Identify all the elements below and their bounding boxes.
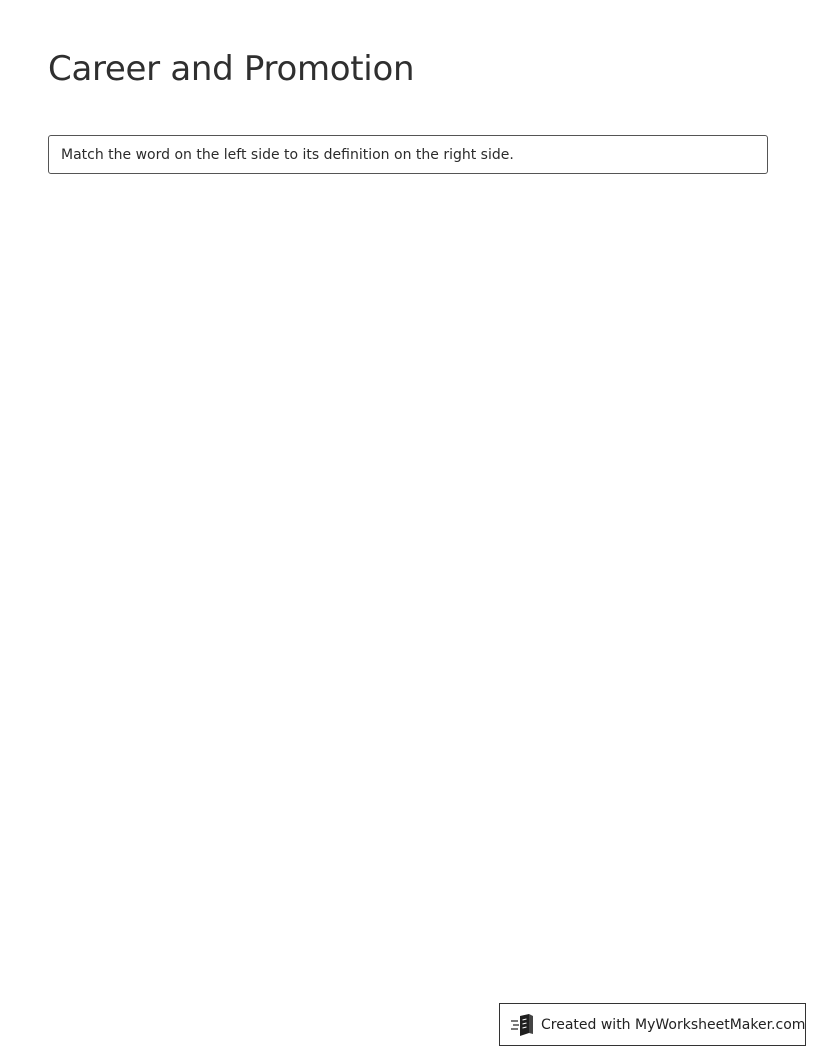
- footer-credit-badge: [499, 1003, 806, 1046]
- instructions-text: Match the word on the left side to its definition on the right side.: [61, 146, 514, 163]
- page-title: Career and Promotion: [48, 49, 415, 89]
- worksheet-maker-logo-icon: [510, 1013, 536, 1037]
- footer-credit-text: Created with MyWorksheetMaker.com: [541, 1016, 806, 1033]
- instructions-box: [48, 135, 768, 174]
